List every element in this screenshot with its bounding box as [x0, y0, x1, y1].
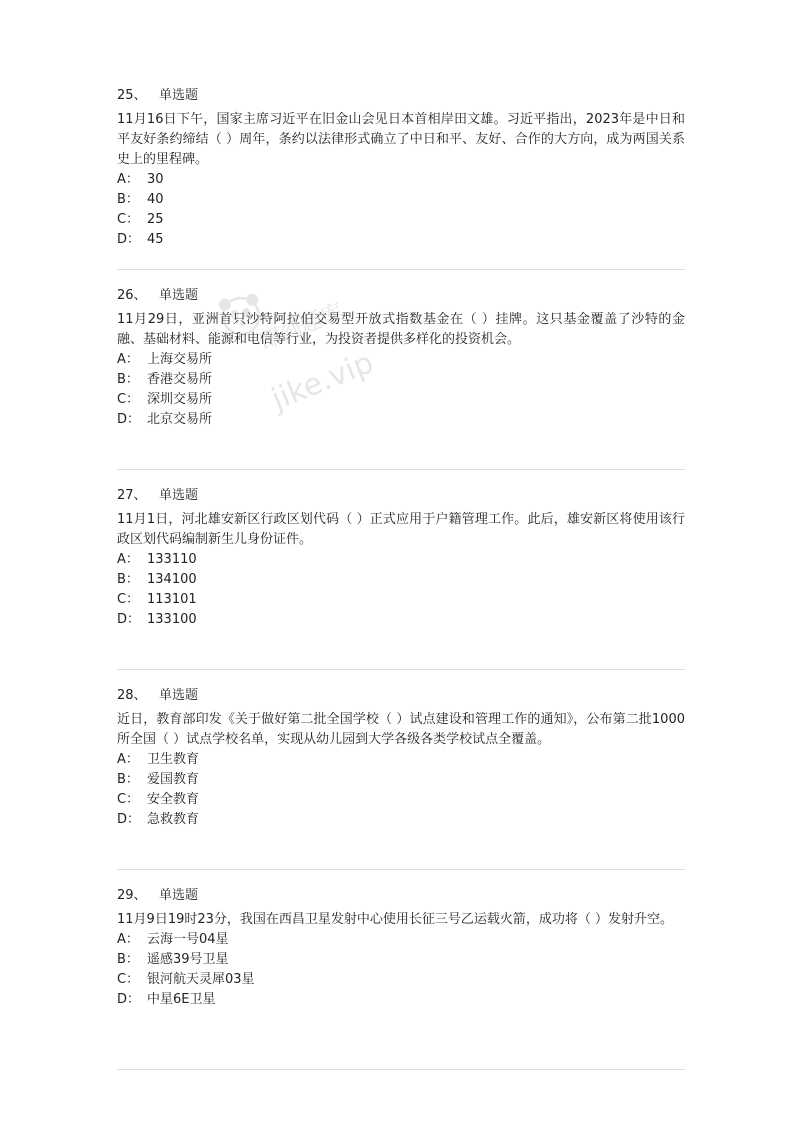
question-text: 11月16日下午，国家主席习近平在旧金山会见日本首相岸田文雄。习近平指出，2023年是中日和平友好条约缔结（ ）周年，条约以法律形式确立了中日和平、友好、合作的大方向，成为两国关系史上的里程碑。	[117, 112, 685, 167]
question-divider	[117, 469, 685, 470]
option-letter: A：	[117, 932, 139, 947]
question-separator: 、	[133, 688, 147, 703]
option-letter: C：	[117, 792, 140, 807]
option-a[interactable]	[117, 750, 685, 770]
option-b[interactable]	[117, 370, 685, 390]
option-d[interactable]	[117, 410, 685, 430]
option-text: 上海交易所	[147, 352, 213, 367]
option-a[interactable]	[117, 170, 685, 190]
option-d[interactable]	[117, 610, 685, 630]
question-number: 28	[117, 688, 134, 703]
watermark-text: 即刻题库	[255, 299, 347, 356]
question-divider	[117, 669, 685, 670]
question-divider	[117, 269, 685, 270]
question-divider	[117, 869, 685, 870]
option-letter: C：	[117, 212, 140, 227]
option-letter: A：	[117, 172, 139, 187]
question-header	[117, 86, 685, 106]
watermark-url: jike.vip	[266, 345, 379, 418]
question-text: 11月9日19时23分，我国在西昌卫星发射中心使用长征三号乙运载火箭，成功将（ ）发射升空。	[117, 912, 674, 927]
option-text: 40	[147, 192, 164, 207]
option-c[interactable]	[117, 390, 685, 410]
question-text: 11月1日，河北雄安新区行政区划代码（ ）正式应用于户籍管理工作。此后，雄安新区将使用该行政区划代码编制新生儿身份证件。	[117, 512, 685, 547]
question-separator: 、	[133, 888, 147, 903]
option-c[interactable]	[117, 790, 685, 810]
option-text: 香港交易所	[147, 372, 213, 387]
question-item-27	[117, 486, 685, 686]
option-d[interactable]	[117, 230, 685, 250]
option-a[interactable]	[117, 550, 685, 570]
option-text: 30	[147, 172, 164, 187]
question-separator: 、	[133, 488, 147, 503]
option-letter: D：	[117, 612, 141, 627]
question-header	[117, 886, 685, 906]
option-b[interactable]	[117, 770, 685, 790]
option-letter: D：	[117, 412, 141, 427]
option-a[interactable]	[117, 350, 685, 370]
option-letter: A：	[117, 552, 139, 567]
option-text: 安全教育	[147, 792, 200, 807]
option-letter: B：	[117, 952, 139, 967]
question-type: 单选题	[158, 488, 198, 503]
option-letter: C：	[117, 392, 140, 407]
option-c[interactable]	[117, 590, 685, 610]
option-text: 云海一号04星	[147, 932, 229, 947]
question-text: 近日，教育部印发《关于做好第二批全国学校（ ）试点建设和管理工作的通知》，公布第二批1000所全国（ ）试点学校名单，实现从幼儿园到大学各级各类学校试点全覆盖。	[117, 712, 685, 747]
option-text: 急救教育	[147, 812, 200, 827]
question-item-26	[117, 286, 685, 486]
option-letter: C：	[117, 592, 140, 607]
question-separator: 、	[133, 288, 147, 303]
question-separator: 、	[133, 88, 147, 103]
question-header	[117, 686, 685, 706]
question-divider	[117, 1069, 685, 1070]
question-type: 单选题	[158, 888, 198, 903]
question-item-28	[117, 686, 685, 886]
question-type: 单选题	[158, 288, 198, 303]
option-text: 133110	[147, 552, 197, 567]
option-text: 113101	[147, 592, 197, 607]
option-letter: D：	[117, 232, 141, 247]
option-b[interactable]	[117, 190, 685, 210]
option-d[interactable]	[117, 990, 685, 1010]
question-header	[117, 486, 685, 506]
option-text: 卫生教育	[147, 752, 200, 767]
question-number: 27	[117, 488, 134, 503]
option-letter: B：	[117, 772, 139, 787]
option-d[interactable]	[117, 810, 685, 830]
option-text: 北京交易所	[147, 412, 213, 427]
option-letter: A：	[117, 752, 139, 767]
option-letter: D：	[117, 992, 141, 1007]
option-letter: D：	[117, 812, 141, 827]
option-letter: B：	[117, 192, 139, 207]
option-a[interactable]	[117, 930, 685, 950]
question-type: 单选题	[158, 688, 198, 703]
option-letter: B：	[117, 372, 139, 387]
option-text: 遥感39号卫星	[147, 952, 229, 967]
option-text: 爱国教育	[147, 772, 200, 787]
option-text: 中星6E卫星	[147, 992, 216, 1007]
option-c[interactable]	[117, 970, 685, 990]
question-item-29	[117, 886, 685, 1086]
option-text: 45	[147, 232, 164, 247]
question-header	[117, 286, 685, 306]
option-b[interactable]	[117, 950, 685, 970]
option-letter: A：	[117, 352, 139, 367]
question-number: 25	[117, 88, 134, 103]
question-list	[117, 86, 685, 1086]
question-text: 11月29日，亚洲首只沙特阿拉伯交易型开放式指数基金在（ ）挂牌。这只基金覆盖了沙特的金融、基础材料、能源和电信等行业，为投资者提供多样化的投资机会。	[117, 312, 685, 347]
question-number: 26	[117, 288, 134, 303]
question-item-25	[117, 86, 685, 286]
question-type: 单选题	[158, 88, 198, 103]
option-text: 银河航天灵犀03星	[147, 972, 255, 987]
option-b[interactable]	[117, 570, 685, 590]
question-number: 29	[117, 888, 134, 903]
option-letter: B：	[117, 572, 139, 587]
option-text: 25	[147, 212, 164, 227]
option-c[interactable]	[117, 210, 685, 230]
option-text: 深圳交易所	[147, 392, 213, 407]
option-letter: C：	[117, 972, 140, 987]
option-text: 134100	[147, 572, 197, 587]
option-text: 133100	[147, 612, 197, 627]
